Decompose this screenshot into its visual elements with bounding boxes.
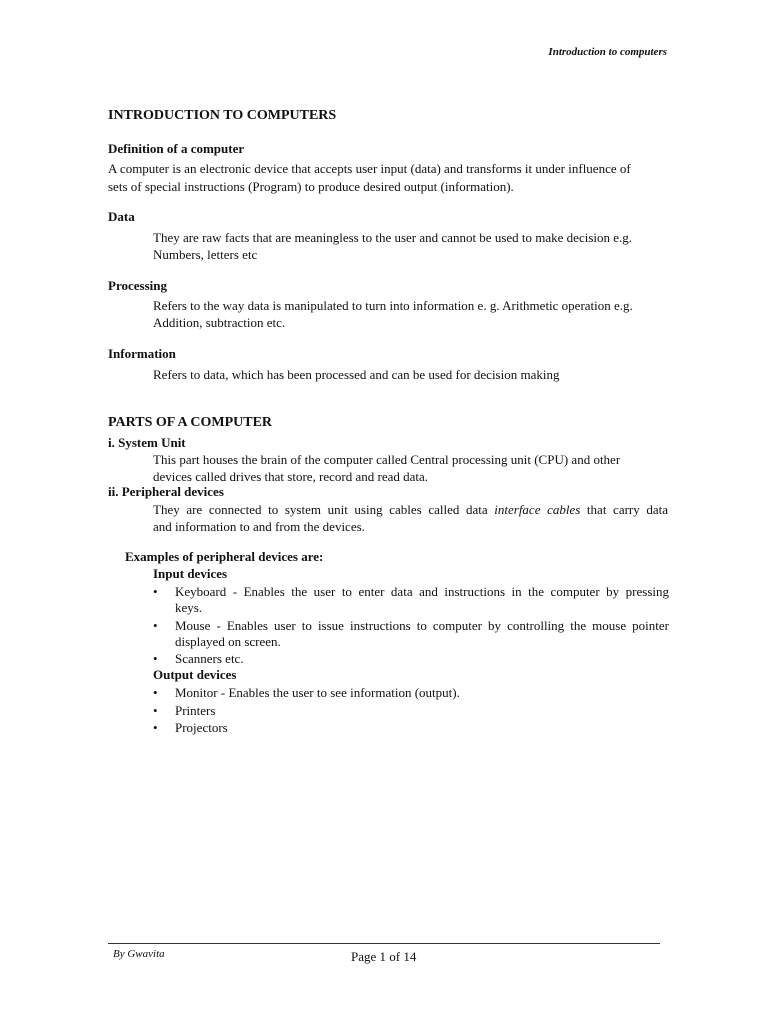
interface-cables-term: interface cables [494, 502, 581, 517]
list-item [153, 618, 669, 650]
peripheral-text [153, 501, 668, 535]
system-unit-line-2: devices called drives that store, record and read data. [153, 469, 429, 484]
list-item-text: keys. [175, 600, 203, 615]
list-item [153, 584, 669, 616]
list-item [153, 703, 669, 719]
processing-line-1: Refers to the way data is manipulated to turn into information e. g. Arithmetic operation e.g. [153, 298, 633, 313]
processing-line-2: Addition, subtraction etc. [153, 315, 286, 330]
system-unit-heading: i. System Unit [108, 435, 186, 450]
data-line-1: They are raw facts that are meaningless to the user and cannot be used to make decision e.g. [153, 230, 633, 245]
data-line-2: Numbers, letters etc [153, 247, 258, 262]
data-text [153, 229, 668, 263]
list-item-text: Keyboard - Enables the user to enter data and instructions in the computer by pressing [175, 584, 669, 599]
list-item-text: displayed on screen. [175, 634, 281, 649]
peripheral-line-1 [153, 501, 668, 518]
list-item [153, 720, 669, 736]
list-item-text: Monitor - Enables the user to see information (output). [175, 685, 460, 700]
bullet-icon: • [153, 703, 158, 718]
list-item [153, 685, 669, 701]
definition-text [108, 160, 670, 196]
input-devices-heading: Input devices [153, 566, 228, 581]
footer-divider [108, 943, 660, 944]
running-header: Introduction to computers [548, 46, 667, 58]
list-item-text: Scanners etc. [175, 651, 244, 666]
peripheral-line-1-start: They are connected to system unit using cables called data [153, 502, 495, 517]
list-item-text: Projectors [175, 720, 228, 735]
definition-line-1: A computer is an electronic device that accepts user input (data) and transforms it under influence of [108, 161, 631, 176]
system-unit-line-1: This part houses the brain of the computer called Central processing unit (CPU) and other [153, 452, 621, 467]
examples-heading: Examples of peripheral devices are: [125, 549, 324, 564]
page-number: Page 1 of 14 [351, 949, 417, 964]
system-unit-text [153, 451, 668, 485]
processing-heading: Processing [108, 278, 167, 293]
information-heading: Information [108, 346, 176, 361]
peripheral-line-1-end: that carry data [580, 502, 669, 517]
bullet-icon: • [153, 651, 158, 666]
page-title: INTRODUCTION TO COMPUTERS [108, 108, 337, 123]
output-devices-heading: Output devices [153, 667, 237, 682]
bullet-icon: • [153, 584, 158, 599]
list-item-text: Printers [175, 703, 216, 718]
peripheral-line-2: and information to and from the devices. [153, 519, 365, 534]
bullet-icon: • [153, 720, 158, 735]
list-item [153, 651, 669, 667]
information-text [153, 366, 668, 383]
peripheral-heading: ii. Peripheral devices [108, 484, 224, 499]
definition-line-2: sets of special instructions (Program) to produce desired output (information). [108, 179, 514, 194]
bullet-icon: • [153, 685, 158, 700]
information-line-1: Refers to data, which has been processed and can be used for decision making [153, 367, 560, 382]
footer-author: By Gwavita [113, 948, 165, 960]
data-heading: Data [108, 209, 135, 224]
processing-text [153, 297, 668, 331]
definition-heading: Definition of a computer [108, 141, 245, 156]
list-item-text: Mouse - Enables user to issue instructions to computer by controlling the mouse pointer [175, 618, 669, 633]
bullet-icon: • [153, 618, 158, 633]
parts-heading: PARTS OF A COMPUTER [108, 415, 273, 430]
